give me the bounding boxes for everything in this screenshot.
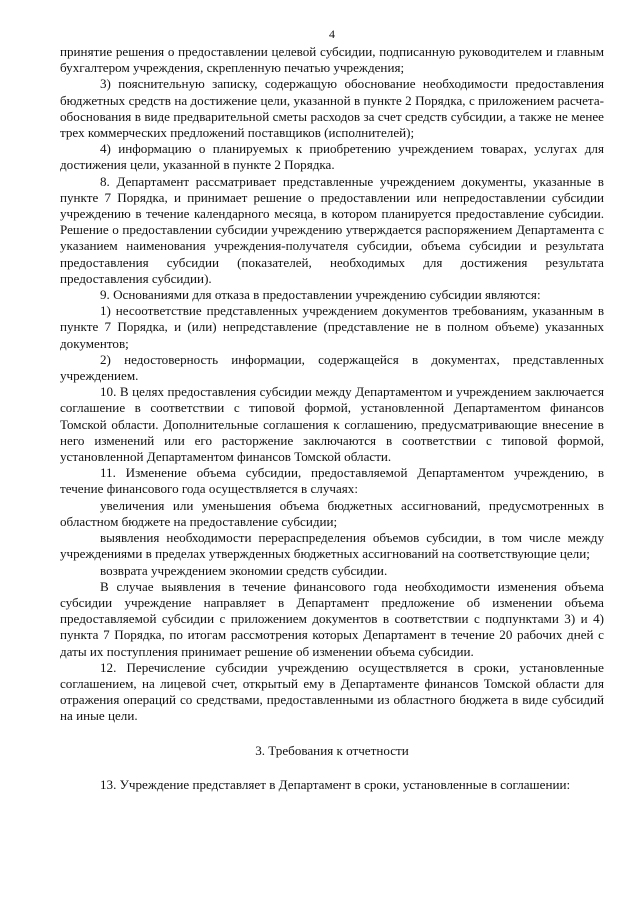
page-number: 4 xyxy=(329,27,335,41)
paragraph: 10. В целях предоставления субсидии между Департаментом и учреждением заключается соглашение в соответствии с типовой формой, установленной Департаментом финансов Томской области. Дополнительные соглашения к соглашению, предусматривающие внесение в него изменений или его расторжение заключаются в соответствии с типовой формой, установленной Департаментом финансов Томской области. xyxy=(60,384,604,465)
paragraph: В случае выявления в течение финансового года необходимости изменения объема субсидии учреждение направляет в Департамент предложение об изменении объема предоставляемой субсидии с приложением документов в соответствии с подпунктами 3) и 4) пункта 7 Порядка, по итогам рассмотрения которых Департамент в течение 20 рабочих дней с даты их поступления принимает решение об изменении объема субсидии. xyxy=(60,578,604,659)
paragraph: 12. Перечисление субсидии учреждению осуществляется в сроки, установленные соглашением, на лицевой счет, открытый ему в Департаменте финансов Томской области для отражения операций со средствами, предоставленными из областного бюджета в виде субсидий на иные цели. xyxy=(60,659,604,724)
paragraph: принятие решения о предоставлении целевой субсидии, подписанную руководителем и главным бухгалтером учреждения, скрепленную печатью учреждения; xyxy=(60,44,604,76)
paragraph: 4) информацию о планируемых к приобретению учреждением товарах, услугах для достижения цели, указанной в пункте 2 Порядка. xyxy=(60,141,604,173)
paragraph: 13. Учреждение представляет в Департамент в сроки, установленные в соглашении: xyxy=(100,776,571,792)
section-heading: 3. Требования к отчетности xyxy=(255,742,409,758)
paragraph: 3) пояснительную записку, содержащую обоснование необходимости предоставления бюджетных средств на достижение цели, указанной в пункте 2 Порядка, с приложением расчета-обоснования в виде предварительной сметы расходов за счет средств субсидии, а также не менее трех коммерческих предложений поставщиков (исполнителей); xyxy=(60,76,604,141)
paragraph: 8. Департамент рассматривает представленные учреждением документы, указанные в пункте 7 Порядка, и принимает решение о предоставлении или непредоставлении субсидии учреждению в течение календарного месяца, в котором планируется предоставление субсидии. Решение о предоставлении субсидии учреждению утверждается распоряжением Департамента с указанием наименования учреждения-получателя субсидии, объема субсидии и результата предоставления субсидии (показателей, необходимых для достижения результата предоставления субсидии). xyxy=(60,173,604,286)
paragraph: 1) несоответствие представленных учреждением документов требованиям, указанным в пункте 7 Порядка, и (или) непредставление (представление не в полном объеме) указанных документов; xyxy=(60,303,604,351)
paragraph: 11. Изменение объема субсидии, предоставляемой Департаментом учреждению, в течение финансового года осуществляется в случаях: xyxy=(60,465,604,497)
paragraph: выявления необходимости перераспределения объемов субсидии, в том числе между учреждениями в пределах утвержденных бюджетных ассигнований на соответствующие цели; xyxy=(60,530,604,562)
paragraph: 9. Основаниями для отказа в предоставлении учреждению субсидии являются: xyxy=(100,287,541,303)
paragraph: возврата учреждением экономии средств субсидии. xyxy=(100,562,388,578)
paragraph: 2) недостоверность информации, содержащейся в документах, представленных учреждением. xyxy=(60,351,604,384)
document-body xyxy=(60,44,604,793)
paragraph: увеличения или уменьшения объема бюджетных ассигнований, предусмотренных в областном бюджете на предоставление субсидии; xyxy=(60,497,604,529)
